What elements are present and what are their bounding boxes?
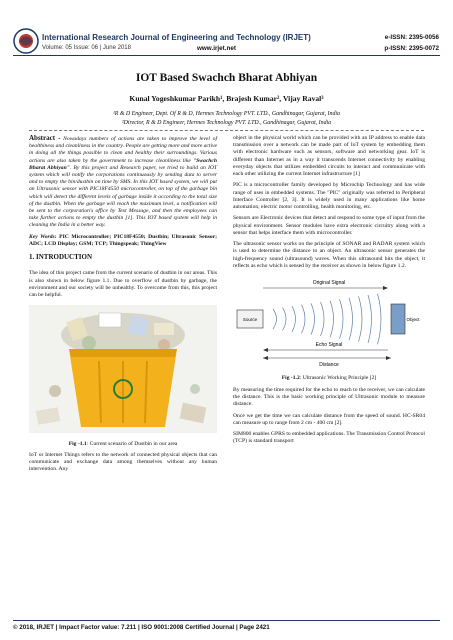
- affiliation-2: ²Director, R & D Engineer, Hermes Technology PVT. LTD., Gandhinagar, Gujarat, India: [121, 120, 332, 126]
- sound-wave-arc: [378, 294, 382, 345]
- paper-authors: Kunal Yogeshkumar Parikh¹, Brajesh Kumar², Vijay Raval³: [129, 94, 324, 103]
- volume-issue: Volume: 05 Issue: 06 | June 2018: [42, 45, 131, 51]
- footer-text: © 2018, IRJET | Impact Factor value: 7.211 | ISO 9001:2008 Certified Journal | Page 2421: [13, 624, 270, 631]
- section-heading: 1. INTRODUCTION: [29, 253, 93, 262]
- sim800-paragraph: SIM800 enables GPRS to embedded applications. The Transmission Control Protocol (TCP) is standard transport: [233, 431, 425, 445]
- p-issn: p-ISSN: 2395-0072: [384, 45, 439, 52]
- ultrasonic-paragraph: The ultrasonic sensor works on the principle of SONAR and RADAR system which is used to determine the distance to an object. An ultrasonic sensor generates the high-frequency sound (ultrasound) waves. When this ultrasound hits the object, it reflects as echo which is sensed by the receiver as shown in below figure 1.2.: [233, 241, 425, 269]
- figure-1-text: : Current scenario of Dustbin in our area: [86, 440, 178, 447]
- affiliation-1: ¹R & D Engineer, Dept. Of R & D, Hermes Technology PVT. LTD., Gandhinagar, Gujarat, India: [113, 111, 340, 117]
- abstract-label: Abstract -: [29, 134, 61, 142]
- sound-waves: [273, 294, 381, 345]
- sound-wave-arc: [283, 308, 287, 331]
- journal-header: [0, 0, 453, 62]
- figure-2-caption: [233, 375, 425, 382]
- figure-2-label: Fig -1.2: [281, 375, 300, 382]
- figure-1-label: Fig -1.1: [68, 440, 87, 447]
- left-column: [29, 135, 217, 478]
- header-rule: [13, 55, 440, 56]
- journal-website[interactable]: www.irjet.net: [197, 45, 236, 52]
- iot-paragraph: IoT or Internet Things refers to the network of connected physical objects that can communicate and exchange data among themselves without any human intervention. Any: [29, 452, 217, 473]
- sound-wave-arc: [311, 304, 315, 335]
- object-label: Object: [406, 317, 420, 323]
- sound-wave-arc: [359, 297, 363, 342]
- keywords-text: : PIC Microcontroller; PIC18F4550; Dustbin; Ultrasonic Sensor; ADC; LCD Display; GSM; TCP; Thingspeak; ThingView: [29, 233, 218, 248]
- journal-name: International Research Journal of Engineering and Technology (IRJET): [42, 33, 311, 42]
- figure-2-text: : Ultrasonic Working Principle [2]: [299, 375, 377, 382]
- irjet-logo: [13, 28, 39, 54]
- intro-paragraph: The idea of this project came from the current scenario of dustbin in our areas. This is also shown in below figure 1.1. Due to overflow of dustbin by garbage, the environment and our society will be unhealthy. To overcome from this, this project can be helpful.: [29, 270, 217, 299]
- e-issn: e-ISSN: 2395-0056: [384, 34, 439, 41]
- sound-wave-arc: [292, 306, 296, 332]
- speed-paragraph: Once we get the time we can calculate distance from the speed of sound. HC-SR04 can measure up to range from 2 cm - 400 cm [2].: [233, 412, 425, 426]
- separator-rule: [29, 130, 424, 131]
- iot-continued-paragraph: object in the physical world which can be provided with an IP address to enable data transmission over a network can be made part of IoT system by embedding them with electronic hardware such as sensors, software and networking gear. IoT is different than Internet as in a way it transcends Internet connectivity by enabling everyday objects that utilizes embedded circuits to interact and communicate with each other utilizing the current Internet infrastructure [1]: [233, 135, 425, 178]
- right-column: [233, 135, 425, 450]
- sound-wave-arc: [349, 298, 353, 340]
- sensors-paragraph: Sensors are Electronic devices that detect and respond to some type of input from the physical environment. Sensor modules have extra electronic circuitry along with a sensor that helps interface them with microcontroller.: [233, 215, 425, 236]
- pic-paragraph: PIC is a microcontroller family developed by Microchip Technology and has wide range of uses in embedded systems. The "PIC" originally was referred to Peripheral Interface Controller [2, 3]. It is widely used in many applications like home automation, electric motor controlling, health monitoring, etc.: [233, 182, 425, 211]
- footer-rule: [13, 620, 440, 621]
- keywords: [29, 234, 217, 248]
- dustbin-figure: [29, 305, 217, 433]
- abstract: [29, 135, 217, 230]
- distance-paragraph: By measuring the time required for the echo to reach to the receiver, we can calculate the distance. This is the basic working principle of Ultrasonic module to measure distance.: [233, 386, 425, 408]
- sound-wave-arc: [340, 299, 344, 339]
- sound-wave-arc: [368, 295, 372, 343]
- paper-title: IOT Based Swachch Bharat Abhiyan: [135, 72, 318, 84]
- abstract-emphasis: "Swachch Bharat Abhiyan": [29, 157, 217, 171]
- sound-wave-arc: [273, 309, 277, 329]
- object-block: [391, 304, 405, 334]
- echo-signal-label: Echo Signal: [315, 342, 343, 349]
- sound-wave-arc: [330, 301, 334, 338]
- ultrasonic-principle-figure: [233, 276, 425, 368]
- keywords-label: Key Words: [29, 233, 55, 240]
- original-signal-label: Original Signal: [312, 280, 346, 287]
- abstract-text-1: Nowadays numbers of actions are taken to improve the level of healthiness and cleanliness in the country. People are getting more and more active in doing all the things possible to clean and healthy their surroundings. Various actions are also taken by the government to increase cleanliness like: [29, 136, 217, 164]
- sound-wave-arc: [321, 302, 325, 336]
- source-label: Source: [242, 317, 258, 323]
- distance-label: Distance: [319, 362, 339, 369]
- figure-1-caption: [29, 441, 217, 448]
- abstract-text-2: . By this project and Research paper, we tried to build an IOT system which will notify the corporations continuously by sending data to server and to empty the bin/dustbin on time by SMS. In this IOT based system, we will put an Ultrasonic sensor with PIC18F4550 microcontroller, on top of the garbage bin which will detect the different levels of garbage inside it according to the total size of the dustbin. When the garbage will reach the maximum level, a notification will be sent to the corporation's office by Text Message, and then the employees can take further actions to empty the dustbin [1]. This IOT based system will help in cleaning the India in a better way.: [29, 164, 218, 229]
- sound-wave-arc: [302, 305, 306, 333]
